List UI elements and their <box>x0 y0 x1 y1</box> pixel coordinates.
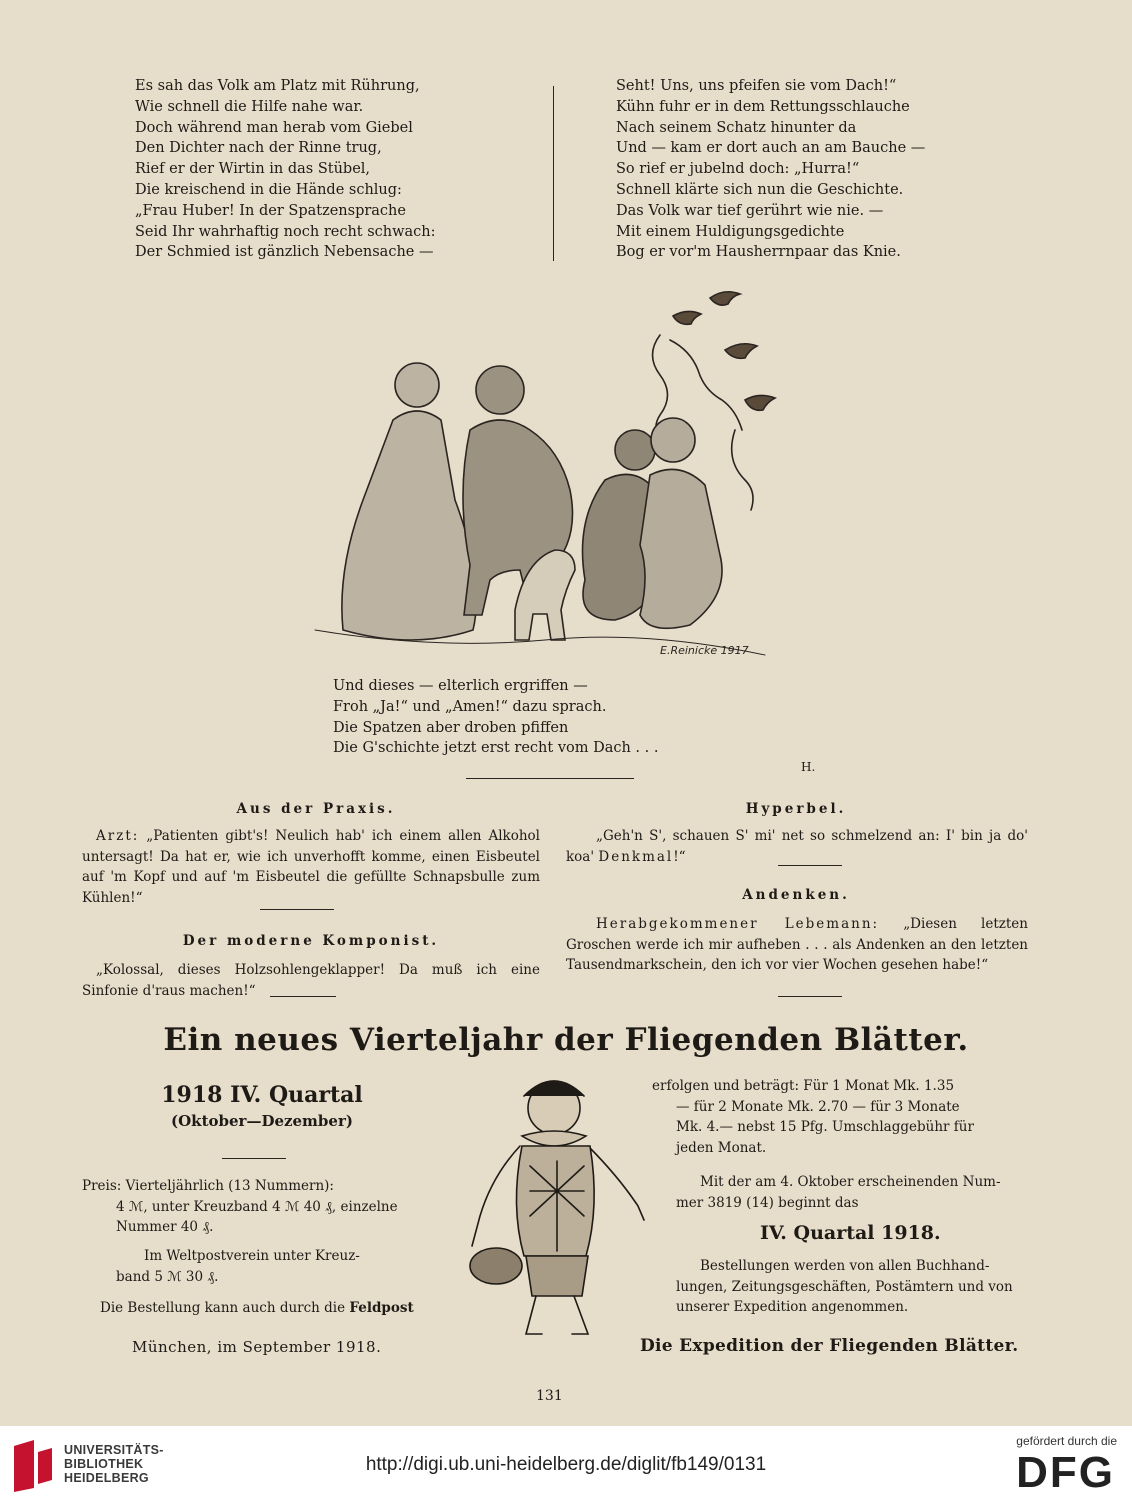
poem-line: Es sah das Volk am Platz mit Rührung, <box>135 78 420 94</box>
quarter-again: IV. Quartal 1918. <box>760 1222 941 1244</box>
poem-line: Seht! Uns, uns pfeifen sie vom Dach!“ <box>616 78 897 94</box>
poem-line: Doch während man herab vom Giebel <box>135 119 413 136</box>
quarter-months: (Oktober—Dezember) <box>171 1112 353 1130</box>
poem-line: Seid Ihr wahrhaftig noch recht schwach: <box>135 223 436 240</box>
issue-line: Mit der am 4. Oktober erscheinenden Num- <box>700 1174 1001 1190</box>
joke-divider <box>270 996 336 997</box>
weltpost-line: Im Weltpostverein unter Kreuz- <box>144 1248 360 1264</box>
poem-line: Froh „Ja!“ und „Amen!“ dazu sprach. <box>333 698 607 715</box>
library-line: BIBLIOTHEK <box>64 1457 144 1471</box>
ad-signature: Die Expedition der Fliegenden Blätter. <box>640 1336 1019 1356</box>
order-line: Bestellungen werden von allen Buchhand- <box>700 1258 990 1274</box>
poem-line: Die kreischend in die Hände schlug: <box>135 181 402 198</box>
column-divider <box>553 86 554 261</box>
joke-divider <box>778 865 842 866</box>
poem-line: Nach seinem Schatz hinunter da <box>616 119 857 136</box>
ad-divider <box>222 1158 286 1159</box>
permalink-url[interactable]: http://digi.ub.uni-heidelberg.de/diglit/fb149/0131 <box>365 1454 767 1475</box>
joke-hyperbel-text <box>566 826 1028 867</box>
joke-divider <box>778 996 842 997</box>
woman-figure <box>342 363 477 640</box>
ad-rates-block <box>652 1076 1028 1158</box>
poem-line: Und dieses — elterlich ergriffen — <box>333 678 588 694</box>
heading-der-moderne-komponist: Der moderne Komponist. <box>182 933 440 949</box>
viewer-footer <box>0 1426 1132 1507</box>
feldpost-text: Die Bestellung kann auch durch die <box>100 1300 350 1316</box>
joke-body: „Diesen letzten Groschen werde ich mir aufheben . . . als Andenken an den letzten Tausendmarkschein, den ich vor vier Wochen gesehen habe!“ <box>566 916 1028 973</box>
order-line: unserer Expedition angenommen. <box>676 1299 909 1315</box>
page-number: 131 <box>536 1388 563 1404</box>
poem-line: Mit einem Huldigungsgedichte <box>616 223 845 240</box>
price-line: 4 ℳ, unter Kreuzband 4 ℳ 40 ₰, einzelne <box>116 1198 398 1215</box>
kneeling-boy-figure <box>640 418 722 628</box>
joke-body: „Geh'n S', schauen S' mi' net so schmelzend an: I' bin ja do' koa' <box>566 828 1028 865</box>
joke-andenken-text <box>566 914 1028 976</box>
rates-line: erfolgen und beträgt: Für 1 Monat Mk. 1.35 <box>652 1078 955 1094</box>
poem-line: Kühn fuhr er in dem Rettungsschlauche <box>616 98 910 115</box>
price-line: Preis: Vierteljährlich (13 Nummern): <box>82 1178 334 1194</box>
poem-line: Die G'schichte jetzt erst recht vom Dach . . . <box>333 740 659 757</box>
price-line: Nummer 40 ₰. <box>116 1219 214 1235</box>
poem-line: Rief er der Wirtin in das Stübel, <box>135 161 371 178</box>
library-line: HEIDELBERG <box>64 1471 149 1485</box>
joke-body: „Patienten gibt's! Neulich hab' ich einem allen Alkohol untersagt! Da hat er, wie ich unverhofft komme, einen Eisbeutel auf 'm Kopf und auf 'm Eisbeutel die gefüllte Schnapsbulle zum Kühlen!“ <box>82 828 540 906</box>
dfg-logo: DFG <box>1016 1448 1115 1497</box>
ad-issue-block <box>676 1172 1028 1213</box>
sparrow-icon <box>710 292 740 305</box>
joke-komponist-text: „Kolossal, dieses Holzsohlengeklapper! Da muß ich eine Sinfonie d'raus machen!“ <box>82 962 540 999</box>
order-line: lungen, Zeitungsgeschäften, Postämtern und von <box>676 1278 1013 1295</box>
sparrow-icon <box>745 395 775 410</box>
issue-line: mer 3819 (14) beginnt das <box>676 1194 859 1211</box>
joke-praxis-text <box>82 826 540 908</box>
quarter-heading: 1918 IV. Quartal <box>161 1082 363 1108</box>
poem-line: Die Spatzen aber droben pfiffen <box>333 719 569 736</box>
section-divider <box>466 778 634 779</box>
rates-line: — für 2 Monate Mk. 2.70 — für 3 Monate <box>676 1098 960 1115</box>
joke-speaker: Herabgekommener Lebemann: <box>596 916 880 932</box>
joke-divider <box>260 909 334 910</box>
poem-line: Wie schnell die Hilfe nahe war. <box>135 98 364 115</box>
sparrow-icon <box>725 344 757 359</box>
poem-left-column <box>135 76 535 263</box>
sparrow-icon <box>673 311 701 324</box>
poem-line: Bog er vor'm Hausherrnpaar das Knie. <box>616 244 901 261</box>
illustration-signature: E.Reinicke 1917 <box>660 644 749 657</box>
poem-line: So rief er jubelnd doch: „Hurra!“ <box>616 161 860 178</box>
rates-line: Mk. 4.— nebst 15 Pfg. Umschlaggebühr für <box>676 1119 974 1135</box>
ad-title: Ein neues Vierteljahr der Fliegenden Blätter. <box>163 1022 969 1058</box>
poem-end-stanza <box>333 676 753 759</box>
poem-right-column <box>616 76 1016 263</box>
poem-line: Schnell klärte sich nun die Geschichte. <box>616 181 904 198</box>
joke-body-end: !“ <box>673 848 686 865</box>
poem-line: Und — kam er dort auch an am Bauche — <box>616 140 926 157</box>
ad-price-block <box>82 1176 446 1238</box>
rates-line: jeden Monat. <box>676 1139 767 1156</box>
ad-feldpost-line <box>100 1298 450 1319</box>
heading-hyperbel: Hyperbel. <box>745 801 847 817</box>
poem-line: Der Schmied ist gänzlich Nebensache — <box>135 244 434 261</box>
feldpost-bold: Feldpost <box>349 1300 414 1316</box>
library-line: UNIVERSITÄTS- <box>64 1443 164 1457</box>
ad-place-date: München, im September 1918. <box>132 1338 382 1356</box>
author-initial: H. <box>801 760 816 774</box>
poem-line: Das Volk war tief gerührt wie nie. — <box>616 202 884 219</box>
jester-illustration <box>462 1066 652 1346</box>
couple-and-children-illustration <box>305 280 785 675</box>
heading-andenken: Andenken. <box>742 887 850 903</box>
ad-order-block <box>676 1256 1028 1318</box>
weltpost-line: band 5 ℳ 30 ₰. <box>116 1268 219 1285</box>
funded-by-label: gefördert durch die <box>1016 1434 1117 1448</box>
joke-speaker: Arzt: <box>96 828 140 844</box>
heading-aus-der-praxis: Aus der Praxis. <box>236 801 396 817</box>
poem-line: „Frau Huber! In der Spatzensprache <box>135 202 406 219</box>
ad-weltpost-block <box>116 1246 446 1287</box>
poem-line: Den Dichter nach der Rinne trug, <box>135 140 382 157</box>
joke-spaced-word: Denkmal <box>598 848 674 865</box>
